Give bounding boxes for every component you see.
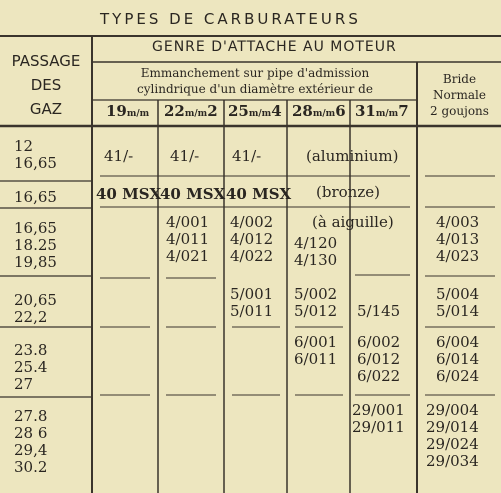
gaz-value: 16,65 [14, 154, 57, 172]
diameter-value: 28 [292, 102, 313, 120]
diameter-unit: m/m [184, 109, 208, 119]
cell-31 [357, 334, 400, 385]
gaz-value: 16,65 [14, 219, 57, 237]
cell-value: 6/024 [436, 367, 480, 385]
gaz-value: 30.2 [14, 458, 48, 476]
cell-value: 29/001 [352, 401, 405, 419]
cell-28 [294, 235, 337, 269]
passage-header-line: DES [30, 76, 62, 94]
cell-value: 5/012 [294, 302, 338, 320]
cell-value: 4/013 [436, 230, 480, 248]
cell-22: 41/- [170, 147, 200, 165]
row-gaz [14, 408, 47, 476]
diameter-31-7 [355, 104, 409, 119]
gaz-value: 25.4 [14, 358, 48, 376]
emmanchement-line: cylindrique d'un diamètre extérieur de [137, 82, 373, 96]
diameter-frac: 4 [271, 102, 282, 120]
diameter-unit: m/m [312, 109, 336, 119]
diameter-22-2 [164, 104, 218, 119]
gaz-value: 20,65 [14, 291, 57, 309]
cell-value: 5/004 [436, 285, 480, 303]
diameter-unit: m/m [248, 109, 272, 119]
gaz-value: 16,65 [14, 188, 57, 206]
gaz-value: 27.8 [14, 407, 48, 425]
cell-value: 6/002 [357, 333, 401, 351]
row-gaz [14, 138, 57, 172]
gaz-value: 12 [14, 137, 34, 155]
gaz-value: 22,2 [14, 308, 48, 326]
diameter-frac: 2 [207, 102, 218, 120]
cell-value: 29/034 [426, 452, 479, 470]
cell-value: 6/014 [436, 350, 480, 368]
gaz-value: 28 6 [14, 424, 48, 442]
cell-value: 6/012 [357, 350, 401, 368]
diameter-25-4 [228, 104, 282, 119]
emmanchement-line: Emmanchement sur pipe d'admission [140, 66, 370, 80]
cell-22: 40 MSX [160, 185, 226, 203]
cell-value: 4/120 [294, 234, 338, 252]
diameter-unit: m/m [375, 109, 399, 119]
diameter-frac: 6 [335, 102, 346, 120]
cell-value: 4/002 [230, 213, 274, 231]
passage-header [0, 52, 92, 118]
cell-value: 4/001 [166, 213, 210, 231]
cell-span: (aluminium) [306, 147, 399, 165]
page-title: TYPES DE CARBURATEURS [100, 10, 361, 28]
cell-value: 29/024 [426, 435, 479, 453]
bride-header [418, 72, 501, 118]
diameter-value: 22 [164, 102, 185, 120]
cell-value: 6/022 [357, 367, 401, 385]
bride-line: Normale [433, 88, 486, 102]
cell-value: 6/001 [294, 333, 338, 351]
cell-28 [294, 286, 337, 320]
diameter-frac: 7 [398, 102, 409, 120]
cell-value: 6/011 [294, 350, 338, 368]
cell-25: 41/- [232, 147, 262, 165]
cell-value: 5/014 [436, 302, 480, 320]
cell-value: 29/011 [352, 418, 405, 436]
cell-25: 40 MSX [226, 185, 292, 203]
gaz-value: 19,85 [14, 253, 57, 271]
cell-value: 5/011 [230, 302, 274, 320]
cell-22 [166, 214, 209, 265]
bride-line: 2 goujons [430, 104, 489, 118]
bride-line: Bride [442, 72, 477, 86]
diameter-value: 31 [355, 102, 376, 120]
cell-span: (bronze) [316, 183, 380, 201]
cell-value: 4/003 [436, 213, 480, 231]
cell-value: 29/004 [426, 401, 479, 419]
row-gaz [14, 292, 57, 326]
diameter-unit: m/m [126, 109, 150, 119]
passage-header-line: GAZ [29, 100, 63, 118]
cell-value: 4/130 [294, 251, 338, 269]
gaz-value: 27 [14, 375, 34, 393]
gaz-value: 18.25 [14, 236, 57, 254]
diameter-28-6 [292, 104, 346, 119]
cell-span: (à aiguille) [312, 213, 394, 231]
gaz-value: 29,4 [14, 441, 48, 459]
gaz-value: 23.8 [14, 341, 48, 359]
cell-31: 5/145 [357, 302, 401, 320]
cell-31 [352, 402, 405, 436]
cell-value: 4/021 [166, 247, 210, 265]
cell-value: 5/001 [230, 285, 274, 303]
row-gaz [14, 342, 47, 393]
cell-value: 29/014 [426, 418, 479, 436]
diameter-19 [106, 104, 149, 119]
cell-value: 4/022 [230, 247, 274, 265]
cell-25 [230, 286, 273, 320]
cell-value: 5/002 [294, 285, 338, 303]
diameter-value: 19 [106, 102, 127, 120]
cell-value: 6/004 [436, 333, 480, 351]
cell-value: 4/023 [436, 247, 480, 265]
emmanchement-header [96, 66, 414, 96]
genre-header: GENRE D'ATTACHE AU MOTEUR [152, 39, 397, 55]
diameter-value: 25 [228, 102, 249, 120]
cell-19: 40 MSX [96, 185, 162, 203]
cell-bride [436, 334, 479, 385]
cell-bride [436, 214, 479, 265]
cell-bride [426, 402, 479, 470]
row-gaz [14, 220, 57, 271]
cell-19: 41/- [104, 147, 134, 165]
cell-value: 4/012 [230, 230, 274, 248]
cell-25 [230, 214, 273, 265]
cell-28 [294, 334, 337, 368]
passage-header-line: PASSAGE [11, 52, 81, 70]
cell-bride [436, 286, 479, 320]
cell-value: 4/011 [166, 230, 210, 248]
